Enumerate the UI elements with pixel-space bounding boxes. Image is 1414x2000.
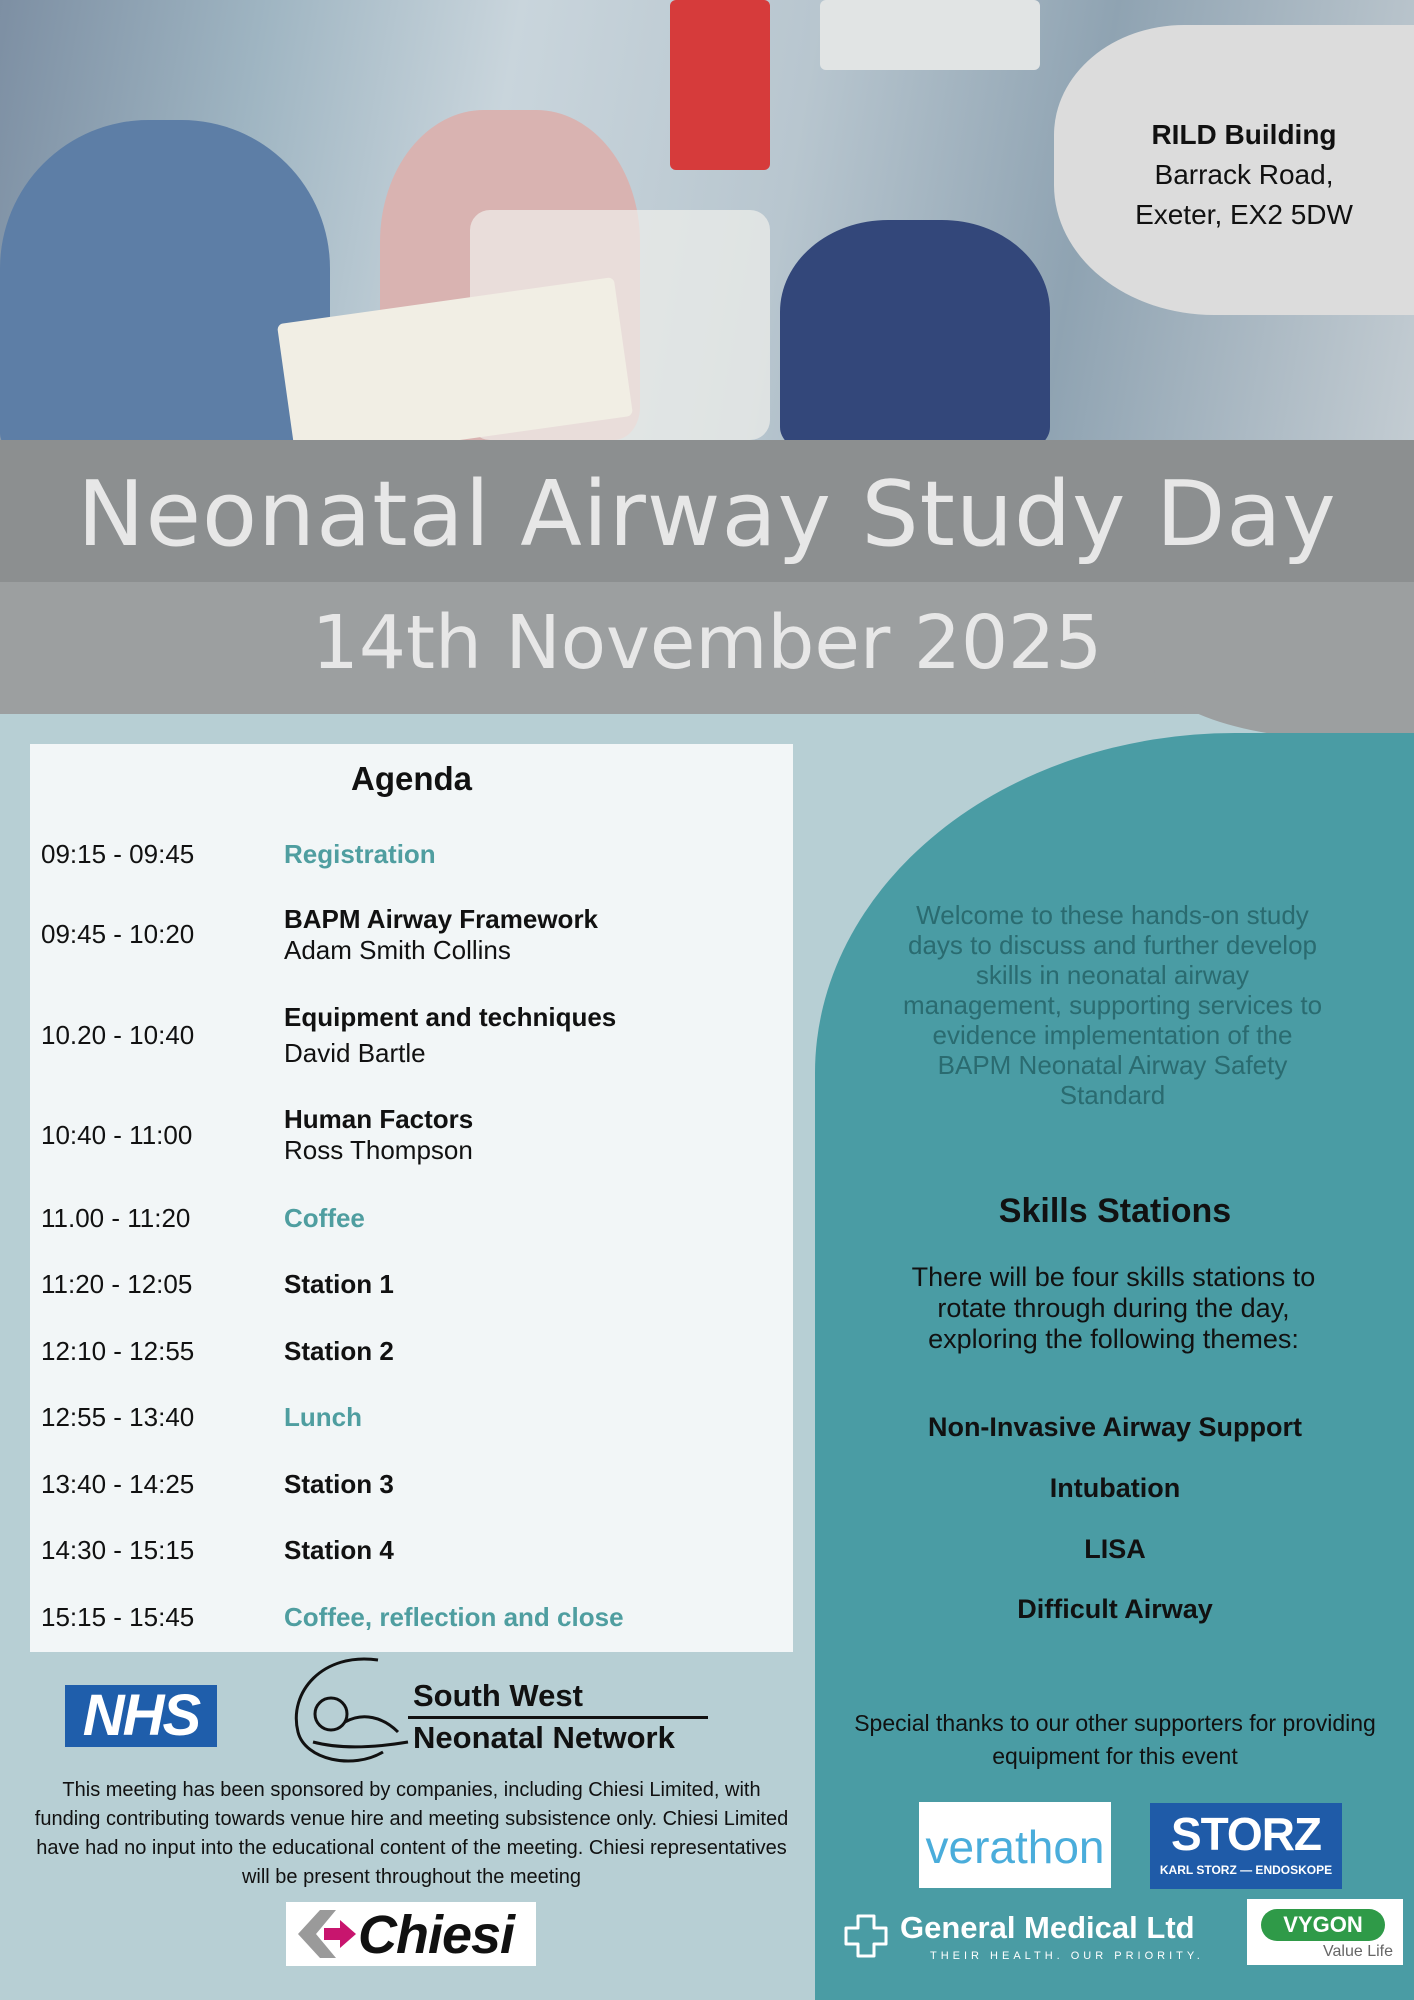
- vygon-tagline: Value Life: [1323, 1943, 1393, 1960]
- agenda-time: 09:15 - 09:45: [41, 839, 195, 869]
- agenda-item: Station 4: [284, 1535, 394, 1565]
- baby-icon: [283, 1652, 413, 1768]
- equipment-bag: [670, 0, 770, 170]
- venue-address: [1054, 25, 1414, 315]
- thanks-text: Special thanks to our other supporters for providing equipment for this event: [854, 1710, 1376, 1769]
- clipboard: [277, 277, 633, 440]
- agenda-time: 09:45 - 10:20: [41, 919, 195, 949]
- agenda-item-speaker: Ross Thompson: [284, 1135, 473, 1165]
- venue-city: Exeter, EX2 5DW: [1135, 199, 1353, 230]
- verathon-wordmark: verathon: [925, 1821, 1105, 1873]
- vygon-wordmark: VYGON: [1261, 1909, 1385, 1941]
- agenda-item: Lunch: [284, 1402, 362, 1432]
- venue-street: Barrack Road,: [1154, 159, 1334, 190]
- agenda-item-title: BAPM Airway Framework: [284, 904, 599, 934]
- agenda-time: 11:20 - 12:05: [41, 1269, 193, 1299]
- agenda-item-title: Human Factors: [284, 1104, 474, 1134]
- agenda-time: 11.00 - 11:20: [41, 1203, 191, 1233]
- agenda-time: 12:10 - 12:55: [41, 1336, 195, 1366]
- divider: [408, 1716, 708, 1719]
- storz-wordmark: STORZ: [1170, 1808, 1322, 1860]
- venue-building: RILD Building: [1151, 119, 1337, 150]
- sponsor-disclaimer: This meeting has been sponsored by companies, including Chiesi Limited, with funding contributing towards venue hire and meeting subsistence only. Chiesi Limited have had no input into the educational content of the meeting. Chiesi representatives will be present throughout the meeting: [34, 1779, 789, 1888]
- skills-intro: There will be four skills stations to rotate through during the day, exploring the following themes:: [911, 1262, 1316, 1354]
- agenda-time: 10:40 - 11:00: [41, 1120, 193, 1150]
- theme-item: LISA: [1084, 1534, 1146, 1564]
- vygon-logo: [1247, 1899, 1403, 1965]
- agenda-item: Station 1: [284, 1269, 394, 1299]
- gml-tagline: THEIR HEALTH. OUR PRIORITY.: [930, 1950, 1204, 1962]
- agenda-panel: [30, 744, 793, 1652]
- theme-item: Difficult Airway: [1017, 1594, 1213, 1624]
- agenda-item: Coffee: [284, 1203, 365, 1233]
- general-medical-logo: [838, 1908, 1228, 1968]
- agenda-time: 15:15 - 15:45: [41, 1602, 195, 1632]
- welcome-text: Welcome to these hands-on study days to discuss and further develop skills in neonatal airway management, supporting services to evidence implementation of the BAPM Neonatal Airway Safety Standard: [902, 900, 1323, 1110]
- monitor: [820, 0, 1040, 70]
- storz-subtitle: KARL STORZ — ENDOSKOPE: [1159, 1863, 1333, 1877]
- chiesi-wordmark: Chiesi: [358, 1905, 515, 1965]
- agenda-time: 12:55 - 13:40: [41, 1402, 195, 1432]
- theme-item: Intubation: [1049, 1473, 1181, 1503]
- skills-heading: Skills Stations: [998, 1192, 1232, 1230]
- agenda-item-speaker: Adam Smith Collins: [284, 935, 511, 965]
- medical-cross-icon: [842, 1912, 890, 1960]
- chiesi-mark-icon: [290, 1902, 360, 1966]
- nhs-logo: NHS: [65, 1685, 217, 1747]
- south-west-neonatal-network-logo: [283, 1652, 713, 1768]
- network-name-line1: South West: [413, 1678, 583, 1713]
- event-date: 14th November 2025: [311, 600, 1103, 686]
- agenda-item: [284, 1002, 616, 1069]
- agenda-item: [284, 1104, 473, 1166]
- agenda-item-title: Equipment and techniques: [284, 1002, 617, 1032]
- clinician-figure: [780, 220, 1050, 440]
- agenda-item: Coffee, reflection and close: [284, 1602, 624, 1632]
- storz-logo: [1150, 1803, 1342, 1889]
- network-name-line2: Neonatal Network: [413, 1720, 675, 1755]
- agenda-title: Agenda: [350, 760, 472, 797]
- clinician-figure: [0, 120, 330, 440]
- event-title: Neonatal Airway Study Day: [77, 462, 1337, 567]
- agenda-item: [284, 904, 598, 966]
- agenda-time: 14:30 - 15:15: [41, 1535, 195, 1565]
- gml-wordmark: General Medical Ltd: [900, 1910, 1195, 1945]
- verathon-logo: [919, 1802, 1111, 1888]
- agenda-item: Registration: [284, 839, 436, 869]
- agenda-item: Station 3: [284, 1469, 394, 1499]
- agenda-time: 10.20 - 10:40: [41, 1020, 195, 1050]
- agenda-item: Station 2: [284, 1336, 394, 1366]
- theme-item: Non-Invasive Airway Support: [927, 1412, 1303, 1442]
- chiesi-logo: [286, 1902, 536, 1966]
- agenda-time: 13:40 - 14:25: [41, 1469, 195, 1499]
- agenda-item-speaker: David Bartle: [284, 1038, 426, 1068]
